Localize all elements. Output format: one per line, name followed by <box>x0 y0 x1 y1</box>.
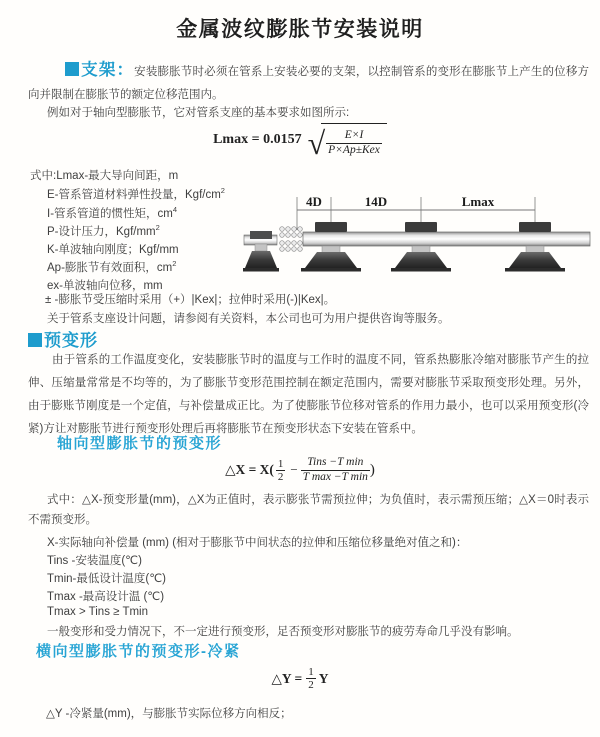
half-denominator: 2 <box>277 470 284 483</box>
axial-subsection-heading: 轴向型膨胀节的预变形 <box>57 435 223 452</box>
axial-numerator: Tins −T min <box>307 456 364 468</box>
def-sup: 4 <box>172 205 178 215</box>
def-text: ex-单波轴向位移，mm <box>47 280 163 292</box>
minus-operator: − <box>290 462 298 478</box>
formula-axial-rhs: ) <box>369 461 375 478</box>
def-text: Ap-膨胀节有效面积，cm <box>47 262 173 274</box>
def-sup: 2 <box>220 186 225 196</box>
formula-lateral <box>0 666 600 691</box>
sqrt-content <box>321 123 387 158</box>
def-line <box>47 205 177 221</box>
pm-note-line: ± -膨胀节受压缩时采用（+）|Kex|；拉伸时采用(-)|Kex|。 <box>45 294 336 306</box>
axial-def-line: Tmax > Tins ≥ Tmin <box>47 606 148 618</box>
dim-label-lmax: Lmax <box>461 194 495 209</box>
formula-axial-half <box>276 458 286 483</box>
formula-axial <box>0 456 600 485</box>
formula-lateral-rhs: Y <box>318 670 329 686</box>
support-paragraph <box>28 59 589 107</box>
formula-axial-fraction <box>301 456 370 485</box>
lateral-denominator: 2 <box>308 679 314 692</box>
support-intro-text: 安装膨胀节时必须在管系上安装必要的支架，以控制管系的变形在膨胀节上产生的位移方向并限制在膨胀节的额定位移范围内。 <box>28 66 590 101</box>
preform-paragraph: 由于管系的工作温度变化，安装膨胀节时的温度与工作时的温度不同，管系热膨胀冷缩对膨胀节产生的拉伸、压缩量常常是不均等的，为了膨胀节变形范围控制在额定范围内，需要对膨胀节采取预变形处理。另外，由于膨账节刚度是一个定值，与补偿量成正比。为了使膨胀节位移对管系的作用力最小，也可以采用预变形(冷紧)方让对膨胀节进行预变形处理后再将膨胀节在预变形状态下安装在管系中。 <box>28 354 589 435</box>
consult-note-line: 关于管系支座设计问题，请参阅有关资料，本公司也可为用户提供咨询等服务。 <box>47 313 450 325</box>
section-marker-icon <box>28 333 42 347</box>
page-title: 金属波纹膨胀节安装说明 <box>176 18 424 41</box>
def-text: P-设计压力，Kgf/mm <box>47 226 156 238</box>
sqrt-radical <box>307 123 387 161</box>
guide-support <box>301 222 361 272</box>
defs-where-line: 式中:Lmax-最大导向间距，m <box>30 170 179 182</box>
def-sup: 2 <box>155 223 160 233</box>
axial-def-line: Tmax -最高设计温 (℃) <box>47 591 165 603</box>
axial-def-line: X-实际轴向补偿量 (mm) (相对于膨胀节中间状态的拉伸和压缩位移量绝对值之和)： <box>47 537 468 549</box>
def-line <box>47 241 179 257</box>
axial-where-paragraph: 式中：△X-预变形量(mm)，△X为正值时，表示膨张节需预拉伸；为负值时，表示需预压缩；△X＝0时表示不需预变形。 <box>28 494 589 526</box>
support-section-heading: 支架： <box>81 61 135 79</box>
formula-lmax <box>0 123 600 161</box>
formula-lateral-lhs: △Y = <box>271 670 303 686</box>
axial-def-line: Tins -安装温度(℃) <box>47 555 142 567</box>
lateral-subsection-heading: 横向型膨胀节的预变形-冷紧 <box>36 643 241 660</box>
def-line <box>47 223 160 239</box>
preform-section-heading <box>28 326 98 351</box>
dim-label-14d: 14D <box>364 194 388 209</box>
def-text: I-管系管道的惯性矩，cm <box>47 208 173 220</box>
section-marker-icon <box>65 62 79 76</box>
formula-lmax-fraction <box>326 129 382 158</box>
lateral-numerator: 1 <box>308 666 314 678</box>
pipe-support-diagram <box>243 194 595 289</box>
support-example-text: 例如对于轴向型膨胀节，它对管系支座的基本要求如图所示: <box>47 107 350 119</box>
guide-support <box>391 222 451 272</box>
def-text: E-管系管道材料弹性投量，Kgf/cm <box>47 189 221 201</box>
half-numerator: 1 <box>277 457 284 470</box>
preform-heading-text: 预变形 <box>44 331 98 350</box>
formula-lmax-denominator: P×Ap±Kex <box>328 143 380 156</box>
def-sup: 2 <box>172 259 177 269</box>
bellows-icon <box>280 227 303 252</box>
lateral-note-line: △Y -冷紧量(mm)，与膨胀节实际位移方向相反； <box>46 708 292 720</box>
axial-denominator: T max −T min <box>302 470 368 483</box>
def-line <box>47 259 176 275</box>
guide-support <box>505 222 565 272</box>
formula-lmax-lhs: Lmax = 0.0157 <box>213 132 302 148</box>
formula-axial-lhs: △X = X( <box>225 462 274 478</box>
dim-label-4d: 4D <box>306 194 322 209</box>
axial-remark-line: 一般变形和受力情况下，不一定进行预变形，足否预变形对膨胀节的疲劳寿命几乎没有影响。 <box>47 626 519 638</box>
axial-def-line: Tmin-最低设计温度(℃) <box>47 573 166 585</box>
pipe <box>303 232 590 246</box>
formula-lmax-numerator: E×I <box>344 129 364 141</box>
formula-lateral-half <box>306 666 316 691</box>
radical-sign-icon: √ <box>307 124 326 161</box>
def-text: K-单波轴向刚度；Kgf/mm <box>47 244 179 256</box>
def-line <box>47 186 225 202</box>
